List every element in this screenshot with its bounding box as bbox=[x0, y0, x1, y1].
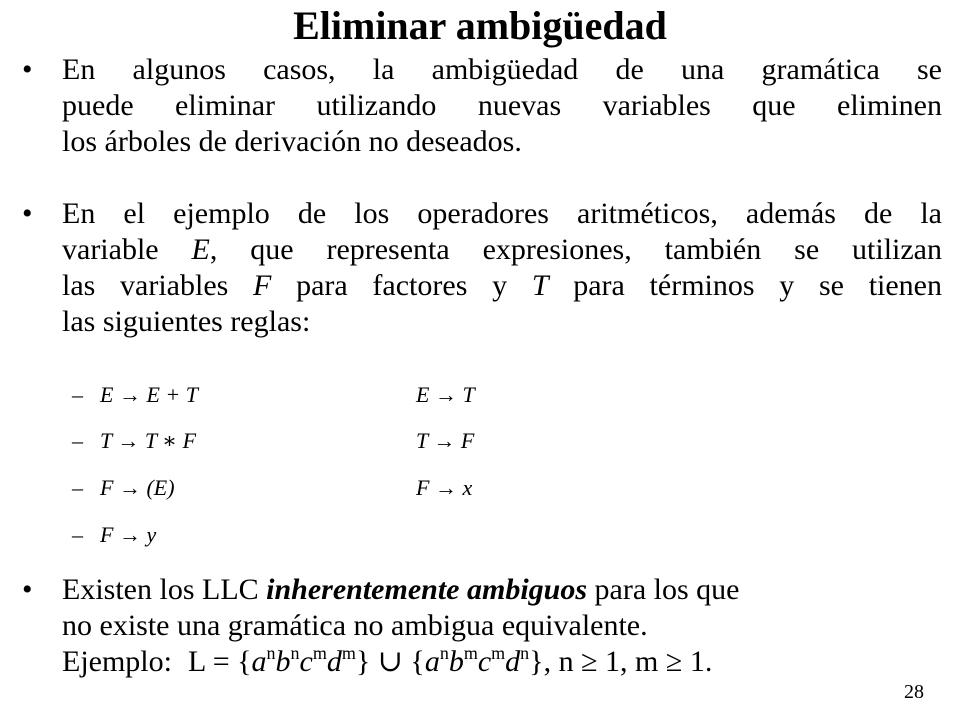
rule-right: T → F bbox=[416, 428, 475, 453]
bullet-1-line-1: En algunos casos, la ambigüedad de una gramática se bbox=[62, 53, 942, 86]
rule-dash: – bbox=[72, 522, 83, 547]
text-fragment: para factores y bbox=[271, 269, 532, 302]
rule-dash: – bbox=[72, 428, 83, 453]
rule-left: F → (E) bbox=[100, 475, 175, 500]
union-symbol: } ∪ { bbox=[355, 645, 425, 678]
language-exponent: m bbox=[463, 643, 478, 663]
language-term: a bbox=[424, 645, 440, 678]
rule-row-2 bbox=[72, 427, 475, 455]
language-exponent: n bbox=[290, 643, 300, 663]
bullet-1-text bbox=[62, 52, 942, 160]
rule-right: E → T bbox=[416, 382, 475, 407]
text-fragment: para los que bbox=[587, 573, 740, 606]
text-fragment: , que representa expresiones, también se utilizan bbox=[209, 233, 942, 266]
bullet-1-line-3: los árboles de derivación no deseados. bbox=[62, 125, 522, 158]
rule-row-3 bbox=[72, 474, 473, 502]
variable-e: E bbox=[191, 233, 210, 266]
rule-row-1 bbox=[72, 381, 475, 409]
bullet-3-line-2: no existe una gramática no ambigua equivalente. bbox=[62, 609, 648, 642]
bullet-marker: • bbox=[22, 197, 33, 230]
language-suffix: }, n ≥ 1, m ≥ 1. bbox=[529, 645, 713, 678]
language-exponent: n bbox=[266, 643, 276, 663]
variable-t: T bbox=[531, 269, 549, 302]
rule-left: E → E + T bbox=[100, 382, 198, 407]
text-fragment: variable bbox=[62, 233, 192, 266]
bullet-2-text bbox=[62, 196, 942, 340]
language-term: d bbox=[326, 645, 342, 678]
language-term: b bbox=[275, 645, 291, 678]
language-prefix: L = { bbox=[187, 645, 252, 678]
example-label: Ejemplo: bbox=[62, 645, 172, 678]
language-exponent: n bbox=[439, 643, 449, 663]
variable-f: F bbox=[253, 269, 272, 302]
language-exponent: m bbox=[312, 643, 327, 663]
language-term: c bbox=[477, 645, 492, 678]
bullet-2-line-1: En el ejemplo de los operadores aritméticos, además de la bbox=[62, 197, 942, 230]
text-fragment: para términos y se tienen bbox=[548, 269, 942, 302]
slide-title: Eliminar ambigüedad bbox=[293, 3, 667, 48]
rule-row-4 bbox=[72, 521, 156, 549]
bullet-3-text bbox=[62, 572, 942, 680]
language-term: b bbox=[448, 645, 464, 678]
rule-left: T → T ∗ F bbox=[100, 428, 197, 453]
bullet-1-line-2: puede eliminar utilizando nuevas variables que eliminen bbox=[62, 89, 942, 122]
rule-dash: – bbox=[72, 382, 83, 407]
rule-right: F → x bbox=[416, 475, 473, 500]
bullet-marker: • bbox=[22, 573, 33, 606]
page-number: 28 bbox=[904, 681, 924, 703]
language-term: c bbox=[299, 645, 313, 678]
bullet-2-line-3 bbox=[62, 268, 942, 304]
language-exponent: m bbox=[491, 643, 506, 663]
text-fragment: las variables bbox=[62, 269, 254, 302]
language-set-2 bbox=[425, 645, 529, 678]
emphasis-term: inherentemente ambiguos bbox=[266, 573, 588, 606]
bullet-marker: • bbox=[22, 53, 33, 86]
rule-dash: – bbox=[72, 475, 83, 500]
rule-left: F → y bbox=[100, 522, 157, 547]
language-set-1 bbox=[252, 645, 356, 678]
language-exponent: n bbox=[520, 643, 530, 663]
language-term: a bbox=[251, 645, 267, 678]
bullet-3-line-3 bbox=[62, 644, 942, 680]
language-term: d bbox=[505, 645, 521, 678]
bullet-2-line-2 bbox=[62, 232, 942, 268]
bullet-2-line-4: las siguientes reglas: bbox=[62, 305, 311, 338]
bullet-3-line-1 bbox=[62, 572, 942, 608]
language-exponent: m bbox=[341, 643, 356, 663]
text-fragment: Existen los LLC bbox=[62, 573, 267, 606]
